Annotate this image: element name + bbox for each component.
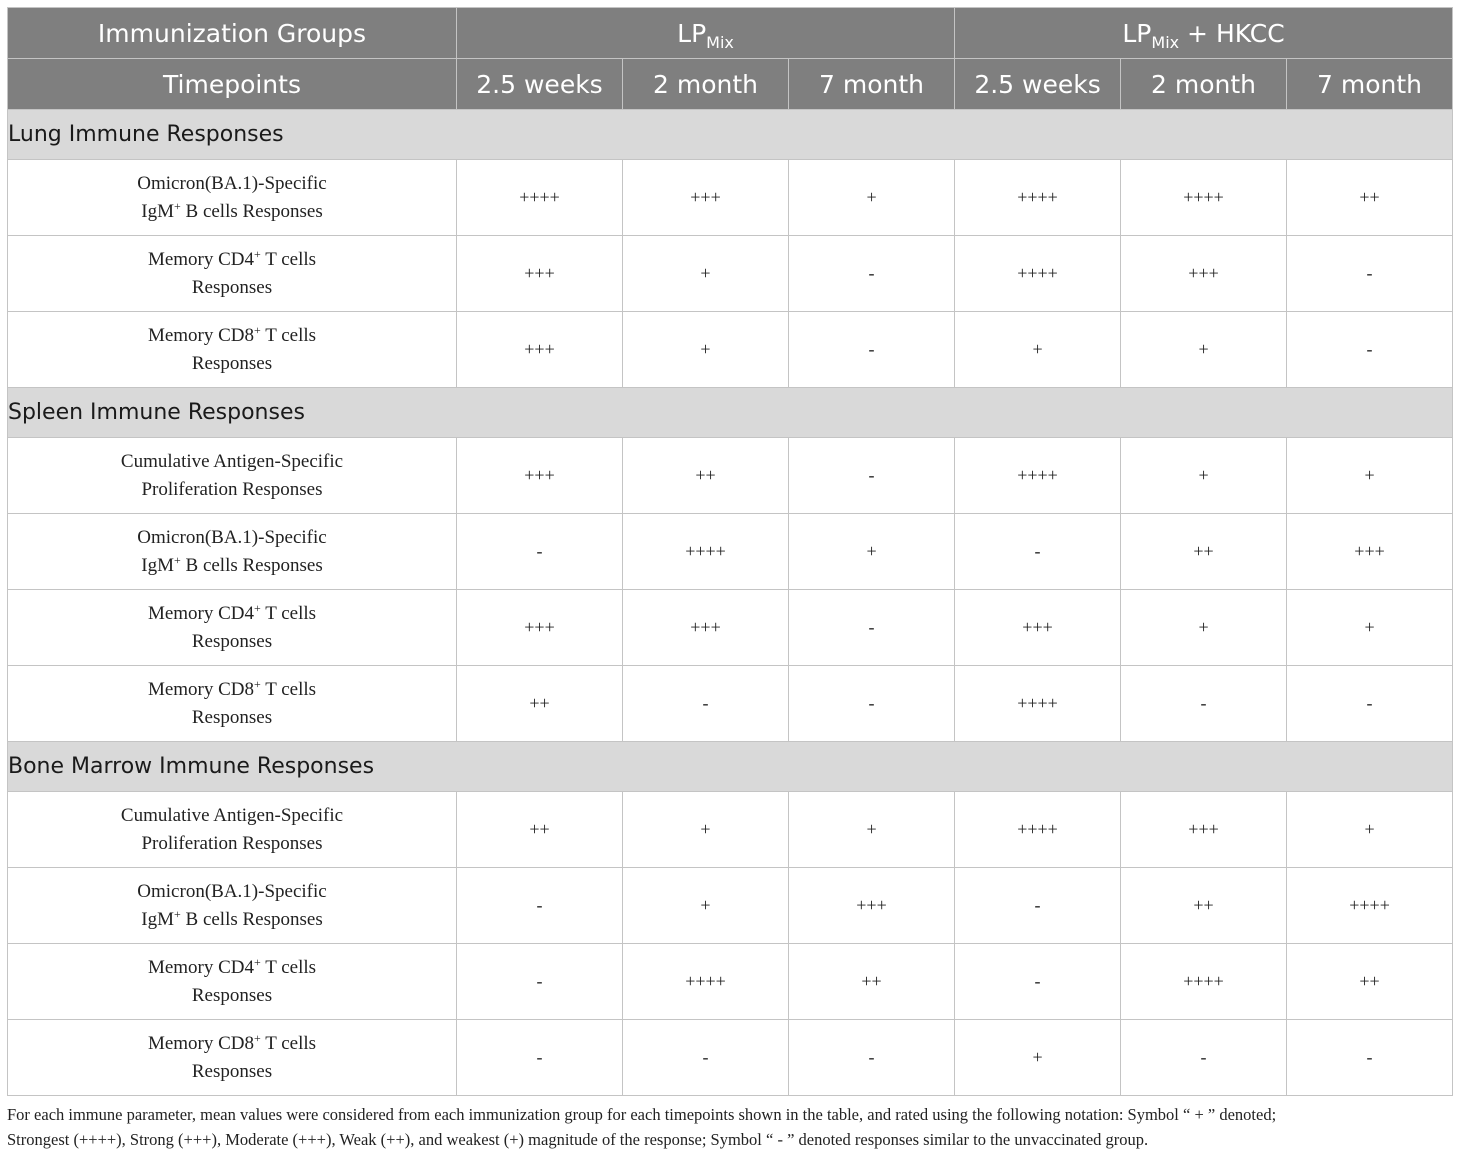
row-label-line: Memory CD8+ T cells [147, 322, 317, 346]
row-label-line: Proliferation Responses [141, 832, 323, 854]
rating-cell: ++ [1287, 944, 1453, 1020]
row-label [8, 590, 457, 666]
timepoint-header: 2.5 weeks [955, 59, 1121, 110]
table-row [8, 590, 1453, 666]
rating-cell: +++ [457, 438, 623, 514]
rating-cell: + [623, 236, 789, 312]
rating-cell: +++ [1287, 514, 1453, 590]
row-label-line: Memory CD8+ T cells [147, 676, 317, 700]
row-label-line: Cumulative Antigen-Specific [120, 450, 344, 472]
row-label-line: Cumulative Antigen-Specific [120, 804, 344, 826]
rating-cell: + [623, 868, 789, 944]
rating-cell: ++ [1121, 868, 1287, 944]
footnote-line: Strongest (++++), Strong (+++), Moderate (+++), Weak (++), and weakest (+) magnitude of the response; Symbol “ - ” denoted responses similar to the unvaccinated group. [7, 1130, 1149, 1149]
section-header-row [8, 388, 1453, 438]
rating-cell: + [1287, 438, 1453, 514]
rating-cell: + [789, 792, 955, 868]
table-row [8, 666, 1453, 742]
rating-cell: + [1121, 590, 1287, 666]
rating-cell: + [955, 1020, 1121, 1096]
rating-cell: +++ [1121, 236, 1287, 312]
rating-cell: + [789, 514, 955, 590]
rating-cell: + [1287, 590, 1453, 666]
rating-cell: ++++ [623, 514, 789, 590]
row-label-line: IgM+ B cells Responses [141, 552, 323, 576]
timepoint-header: 7 month [1287, 59, 1453, 110]
rating-cell: - [1287, 236, 1453, 312]
immune-responses-table [7, 7, 1453, 1096]
rating-cell: - [1287, 1020, 1453, 1096]
rating-cell: - [1287, 312, 1453, 388]
rating-cell: ++ [457, 792, 623, 868]
row-label [8, 160, 457, 236]
group-header-row [8, 8, 1453, 59]
rating-cell: - [623, 666, 789, 742]
groups-label: Immunization Groups [8, 8, 457, 59]
row-label-line: IgM+ B cells Responses [141, 198, 323, 222]
row-label-line: Responses [191, 706, 273, 728]
rating-cell: - [789, 666, 955, 742]
row-label-line: Memory CD4+ T cells [147, 600, 317, 624]
row-label [8, 1020, 457, 1096]
row-label [8, 236, 457, 312]
section-title: Lung Immune Responses [8, 110, 1453, 160]
rating-cell: ++++ [1121, 160, 1287, 236]
row-label-line: Omicron(BA.1)-Specific [137, 172, 327, 194]
section-title: Bone Marrow Immune Responses [8, 742, 1453, 792]
row-label-line: Responses [191, 1060, 273, 1082]
rating-cell: ++++ [955, 236, 1121, 312]
timepoint-header: 2 month [623, 59, 789, 110]
rating-cell: +++ [955, 590, 1121, 666]
table-row [8, 160, 1453, 236]
rating-cell: - [789, 590, 955, 666]
rating-cell: ++++ [955, 666, 1121, 742]
rating-cell: - [955, 514, 1121, 590]
group-lpmix-hkcc-header: $LP_{Mix}$ + HKCC [955, 8, 1453, 59]
row-label [8, 514, 457, 590]
rating-cell: +++ [789, 868, 955, 944]
rating-cell: ++ [623, 438, 789, 514]
rating-cell: - [789, 438, 955, 514]
table-row [8, 868, 1453, 944]
row-label-line: Responses [191, 630, 273, 652]
row-label-line: Omicron(BA.1)-Specific [137, 880, 327, 902]
timepoints-label: Timepoints [8, 59, 457, 110]
rating-cell: ++++ [457, 160, 623, 236]
rating-cell: +++ [623, 590, 789, 666]
table-row [8, 514, 1453, 590]
rating-cell: + [623, 312, 789, 388]
rating-cell: - [955, 944, 1121, 1020]
rating-cell: ++ [1121, 514, 1287, 590]
row-label [8, 438, 457, 514]
rating-cell: ++++ [1121, 944, 1287, 1020]
rating-cell: - [789, 236, 955, 312]
row-label-line: Memory CD4+ T cells [147, 246, 317, 270]
rating-cell: - [1121, 666, 1287, 742]
table-row [8, 1020, 1453, 1096]
footnote-line: For each immune parameter, mean values were considered from each immunization group for each timepoints shown in the table, and rated using the following notation: Symbol “ + ” denoted; [7, 1105, 1277, 1124]
rating-cell: + [1287, 792, 1453, 868]
section-header-row [8, 110, 1453, 160]
rating-cell: + [1121, 312, 1287, 388]
rating-cell: +++ [623, 160, 789, 236]
rating-cell: - [457, 944, 623, 1020]
row-label-line: Memory CD4+ T cells [147, 954, 317, 978]
rating-cell: + [623, 792, 789, 868]
table-row [8, 236, 1453, 312]
table-row [8, 944, 1453, 1020]
section-header-row [8, 742, 1453, 792]
rating-cell: +++ [1121, 792, 1287, 868]
rating-cell: - [457, 514, 623, 590]
rating-cell: ++++ [955, 438, 1121, 514]
rating-cell: - [1287, 666, 1453, 742]
rating-cell: ++ [457, 666, 623, 742]
timepoint-header: 7 month [789, 59, 955, 110]
rating-cell: + [1121, 438, 1287, 514]
row-label-line: Proliferation Responses [141, 478, 323, 500]
results-table-container [7, 7, 1453, 1096]
rating-cell: - [789, 1020, 955, 1096]
section-title: Spleen Immune Responses [8, 388, 1453, 438]
rating-cell: ++++ [955, 792, 1121, 868]
row-label-line: Responses [191, 276, 273, 298]
row-label-line: IgM+ B cells Responses [141, 906, 323, 930]
rating-cell: - [623, 1020, 789, 1096]
rating-cell: +++ [457, 236, 623, 312]
row-label-line: Responses [191, 984, 273, 1006]
rating-cell: - [457, 868, 623, 944]
row-label-line: Memory CD8+ T cells [147, 1030, 317, 1054]
row-label [8, 868, 457, 944]
table-footnote [7, 1102, 1453, 1152]
row-label [8, 312, 457, 388]
timepoint-header-row [8, 59, 1453, 110]
group-lpmix-header: $LP_{Mix}$ [457, 8, 955, 59]
timepoint-header: 2.5 weeks [457, 59, 623, 110]
table-row [8, 312, 1453, 388]
rating-cell: ++++ [623, 944, 789, 1020]
row-label [8, 792, 457, 868]
rating-cell: - [789, 312, 955, 388]
rating-cell: - [955, 868, 1121, 944]
rating-cell: ++++ [955, 160, 1121, 236]
rating-cell: +++ [457, 312, 623, 388]
row-label-line: Omicron(BA.1)-Specific [137, 526, 327, 548]
row-label [8, 666, 457, 742]
rating-cell: + [955, 312, 1121, 388]
row-label-line: Responses [191, 352, 273, 374]
timepoint-header: 2 month [1121, 59, 1287, 110]
rating-cell: + [789, 160, 955, 236]
rating-cell: - [1121, 1020, 1287, 1096]
row-label [8, 944, 457, 1020]
table-row [8, 792, 1453, 868]
rating-cell: +++ [457, 590, 623, 666]
table-row [8, 438, 1453, 514]
rating-cell: ++++ [1287, 868, 1453, 944]
rating-cell: - [457, 1020, 623, 1096]
rating-cell: ++ [789, 944, 955, 1020]
rating-cell: ++ [1287, 160, 1453, 236]
